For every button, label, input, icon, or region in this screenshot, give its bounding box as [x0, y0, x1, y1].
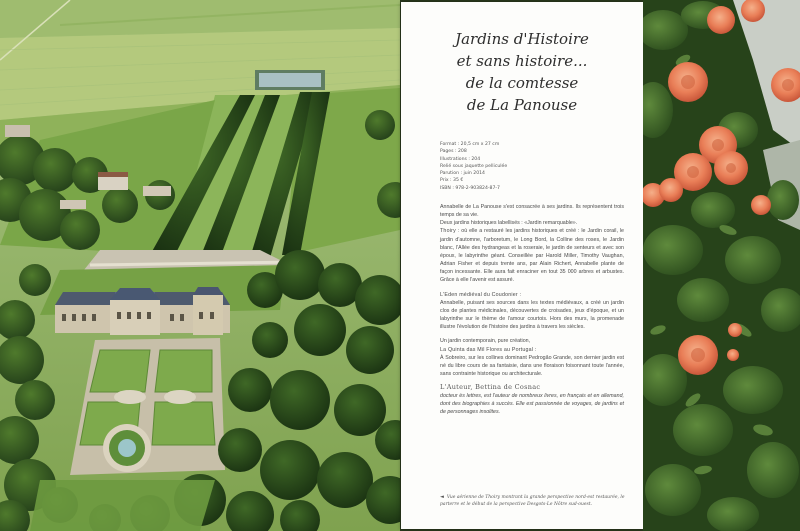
spec-pages: Pages : 208	[440, 149, 467, 155]
quinta-subheading: La Quinta das Mil Flores au Portugal :	[440, 346, 537, 353]
roses-photo	[643, 0, 800, 531]
intro-paragraph: Annabelle de La Panouse s'est consacrée à ses jardins. Ils représentent trois temps de sa vie.	[440, 204, 624, 219]
spec-price: Prix : 35 €	[440, 178, 464, 184]
author-paragraph: docteur ès lettres, est l'auteur de nombreux livres, en français et en allemand, dont des biographies à succès. Elle est passionnée de voyages, de jardins et de personnages insolites.	[440, 393, 624, 416]
labels-paragraph: Deux jardins historiques labellisés : «Jardin remarquable».	[440, 220, 578, 227]
title-line: Jardins d'Histoire	[455, 30, 589, 48]
title-line: et sans histoire...	[456, 52, 588, 70]
caption-text: Vue aérienne de Thoiry montrant la grande perspective nord-est restaurée, le parterre et le début de la perspective Desgots-Le Nôtre sud-ouest.	[440, 495, 625, 507]
book-page	[401, 2, 643, 529]
thoiry-text: : où elle a restauré les jardins historiques et créé : le Jardin corail, le jardin d'automne, l'arboretum, le Long Bord, la Colline des roses, le Jardin blanc, l'Allée des hydrangeas et la roseraie, le jardin de senteurs et avec son époux, le labyrinthe géant. Conseillée par Harold Miller, Timothy Vaughan, Adrian Fisher et depuis trente ans, par Alain Richert, Annabelle plante de façon incessante. Elle aura fait enraciner en tout 35 000 arbres et arbustes. Grâce à elle l'avenir est assuré.	[440, 228, 624, 284]
quinta-heading: Un jardin contemporain, pure création,	[440, 338, 531, 345]
spec-format: Format : 20,5 cm x 27 cm	[440, 142, 500, 147]
quinta-paragraph: À Sobreiro, sur les collines dominant Pedrogão Grande, son dernier jardin est né du libre cours de sa fantaisie, dans une floraison foisonnant toute l'année, sans contrainte historique ou architecturale.	[440, 354, 624, 377]
book-specs	[440, 141, 620, 192]
thoiry-heading: Thoiry	[440, 228, 456, 235]
spec-illustrations: Illustrations : 204	[440, 156, 481, 162]
thoiry-paragraph	[440, 227, 624, 284]
title-line: de La Panouse	[466, 96, 578, 114]
left-arrow-icon: ◄	[440, 494, 444, 500]
photo-caption	[440, 494, 626, 508]
eden-heading: L'Eden médiéval du Coudonier :	[440, 291, 522, 298]
spec-binding: Relié sous jaquette pelliculée	[440, 163, 508, 169]
eden-paragraph: Annabelle, puisant ses sources dans les textes médiévaux, a créé un jardin clos de plantes médicinales, découvertes de croisades, jeux d'époque, et un labyrinthe sur le thème de l'amour courtois. Hors des murs, la promenade illustre l'évolution de l'histoire des jardins à travers les siècles.	[440, 299, 624, 331]
spec-isbn: ISBN : 978-2-903824-87-7	[440, 185, 500, 191]
spec-release: Parution : juin 2014	[440, 171, 485, 177]
book-description	[440, 203, 624, 417]
author-heading: L'Auteur, Bettina de Cosnac	[440, 383, 541, 392]
page-title	[401, 28, 643, 116]
title-line: de la comtesse	[465, 74, 579, 92]
